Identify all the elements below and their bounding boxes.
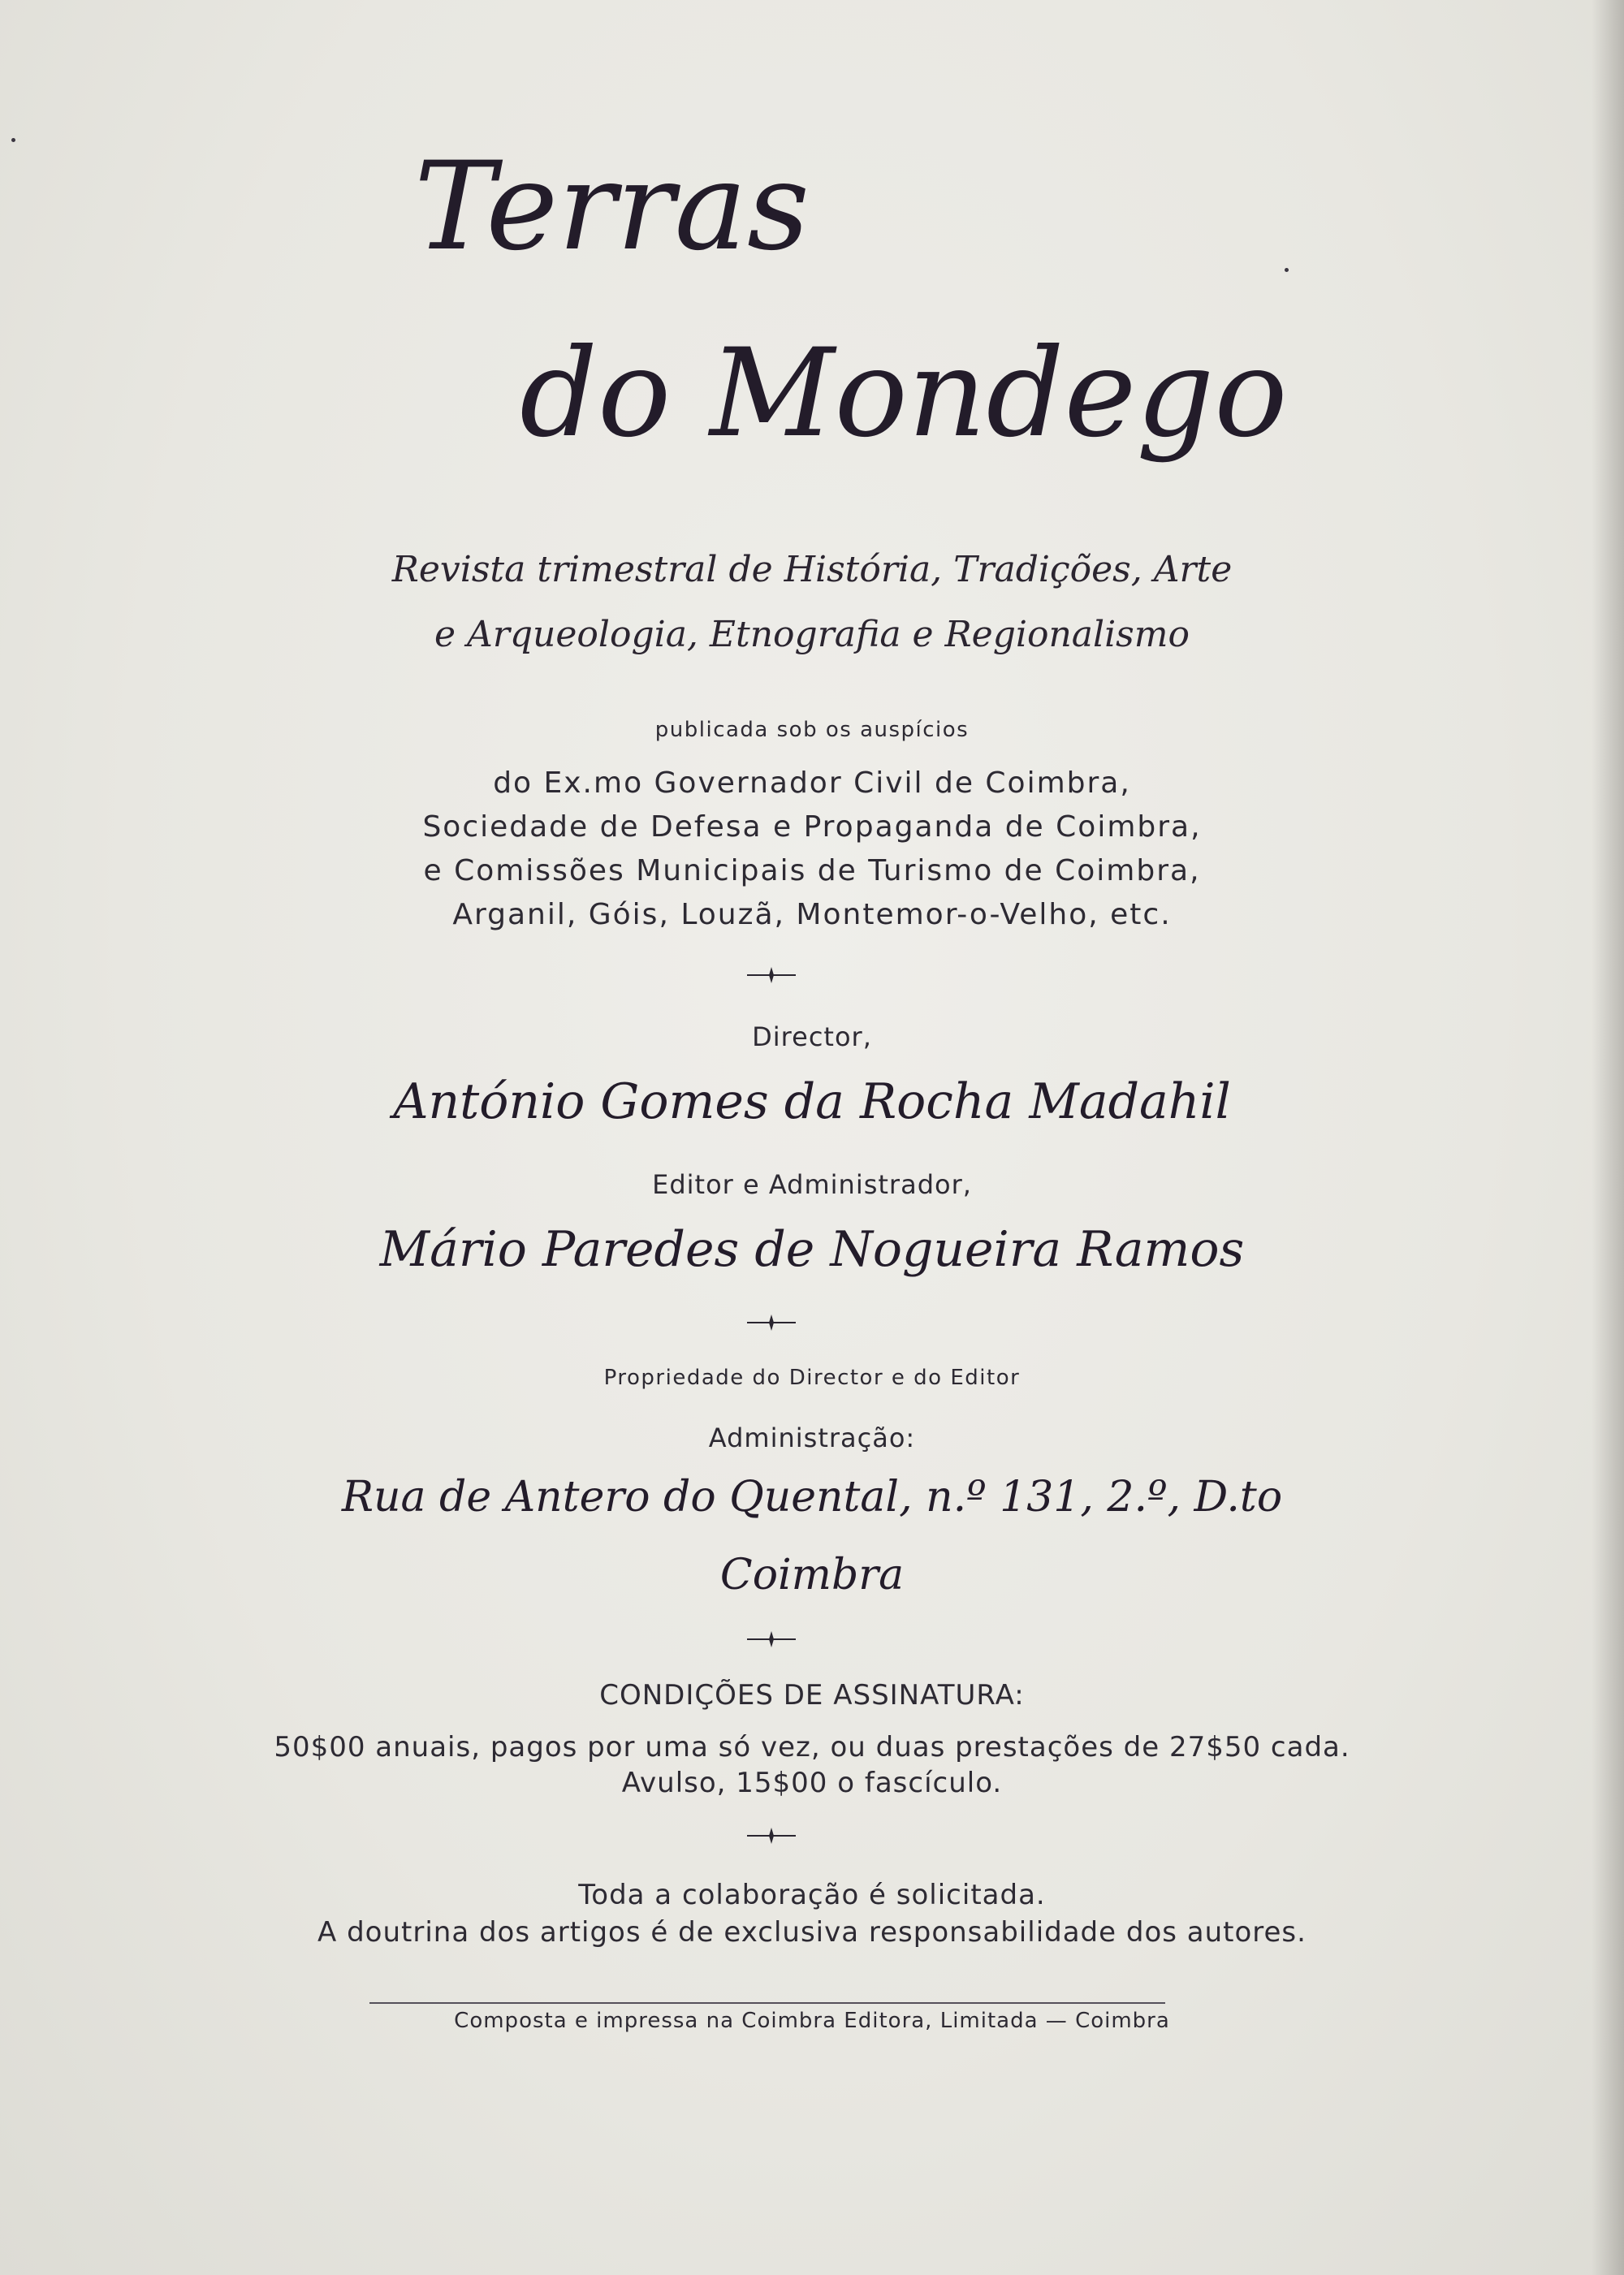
paper-speck [11,138,15,142]
paper-speck [1285,268,1289,272]
director-name: António Gomes da Rocha Madahil [393,1073,1231,1130]
address-street: Rua de Antero do Quental, n.º 131, 2.º, D.to [341,1473,1283,1522]
director-label: Director, [752,1021,872,1052]
administration-label: Administração: [708,1422,916,1453]
auspices-line: Arganil, Góis, Louzã, Montemor-o-Velho, etc. [452,898,1172,931]
editor-label: Editor e Administrador, [652,1169,972,1200]
auspices-intro: publicada sob os auspícios [654,718,970,742]
subscription-line: Avulso, 15$00 o fascículo. [621,1767,1003,1799]
subtitle-line2: e Arqueologia, Etnografia e Regionalismo [434,614,1190,655]
subscription-line: 50$00 anuais, pagos por uma só vez, ou duas prestações de 27$50 cada. [274,1731,1350,1763]
printer-imprint: Composta e impressa na Coimbra Editora, Limitada — Coimbra [454,2009,1170,2033]
collaboration-note: Toda a colaboração é solicitada. [578,1879,1046,1911]
property-note: Propriedade do Director e do Editor [603,1366,1021,1390]
masthead-title-line2: do Mondego [520,323,1288,464]
four-point-star-ornament-icon [747,1630,796,1648]
editor-name: Mário Paredes de Nogueira Ramos [379,1221,1245,1278]
subscription-heading: CONDIÇÕES DE ASSINATURA: [599,1679,1025,1712]
subtitle-line1: Revista trimestral de História, Tradições, Arte [391,549,1233,590]
auspices-line: Sociedade de Defesa e Propaganda de Coimbra, [422,810,1202,844]
four-point-star-ornament-icon [747,1827,796,1845]
footer-rule [369,2002,1165,2004]
auspices-line: e Comissões Municipais de Turismo de Coimbra, [423,854,1201,887]
auspices-line: do Ex.mo Governador Civil de Coimbra, [493,766,1131,800]
responsibility-note: A doutrina dos artigos é de exclusiva responsabilidade dos autores. [317,1916,1307,1949]
address-city: Coimbra [719,1551,905,1599]
masthead-title-line1: Terras [414,136,810,278]
four-point-star-ornament-icon [747,966,796,984]
four-point-star-ornament-icon [747,1314,796,1332]
